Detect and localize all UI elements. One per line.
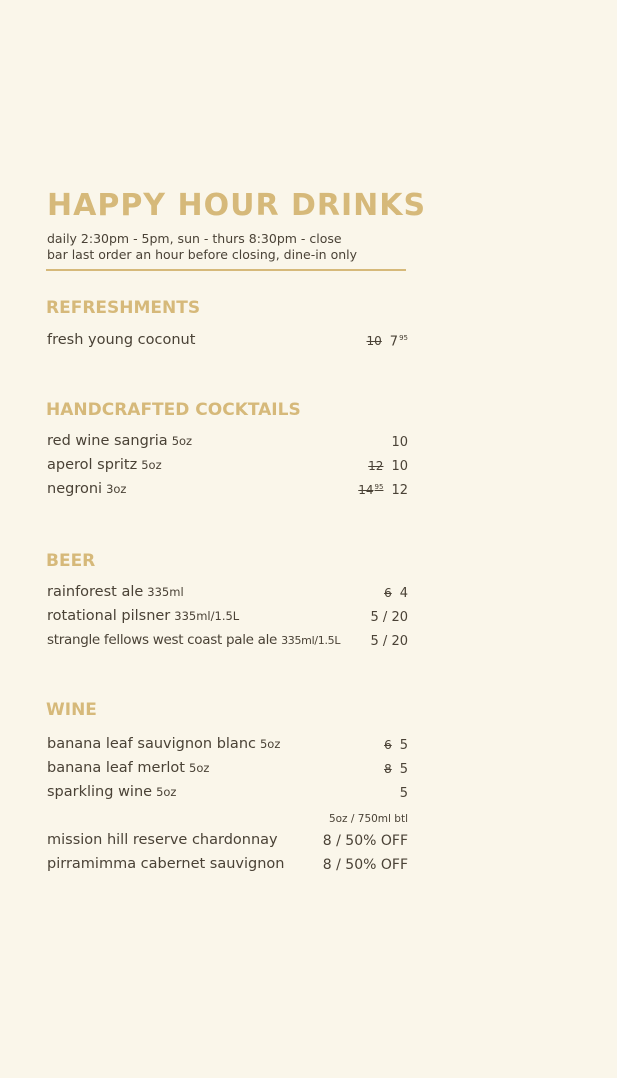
item-size: 5oz: [141, 458, 162, 472]
item-price: [384, 738, 408, 753]
happy-hour-price: 12: [391, 483, 408, 498]
ordering-note: bar last order an hour before closing, dine-in only: [47, 247, 358, 262]
menu-item: [47, 584, 408, 606]
happy-hour-price: 5: [399, 738, 408, 753]
menu-item: [47, 457, 408, 479]
happy-hour-price: 5: [399, 762, 408, 777]
bottle-size-note: 5oz / 750ml btl: [328, 813, 408, 825]
item-price: 8 / 50% OFF: [322, 833, 408, 849]
item-name: strangle fellows west coast pale ale 335ml/1.5L: [47, 632, 341, 648]
happy-hour-price: 4: [399, 586, 408, 601]
happy-hour-price: 5: [399, 786, 408, 801]
original-price: 6: [384, 586, 392, 600]
menu-item: [47, 332, 408, 354]
happy-hour-price: 5 / 20: [370, 610, 408, 625]
menu-item: [47, 608, 408, 630]
item-price: [367, 334, 408, 349]
item-size: 5oz: [259, 737, 281, 751]
happy-hour-price: 10: [391, 435, 408, 450]
item-name: negroni 3oz: [47, 481, 127, 497]
menu-item: [47, 481, 408, 503]
original-price: $14^{95}$: [358, 483, 384, 497]
section-heading-beer: BEER: [46, 551, 96, 571]
item-price: [358, 483, 408, 498]
item-price: 8 / 50% OFF: [322, 857, 408, 873]
item-name: red wine sangria 5oz: [47, 433, 193, 449]
item-name: aperol spritz 5oz: [47, 457, 162, 473]
item-size: 335ml/1.5L: [174, 609, 240, 623]
item-name: fresh young coconut: [47, 332, 196, 348]
menu-item: [47, 784, 408, 806]
happy-hour-price: 7: [389, 334, 399, 350]
page-title: HAPPY HOUR DRINKS: [47, 188, 427, 223]
section-heading-cocktails: HANDCRAFTED COCKTAILS: [46, 400, 301, 420]
item-size: 5oz: [156, 785, 177, 799]
item-name: banana leaf merlot 5oz: [47, 760, 210, 776]
menu-item: [47, 760, 408, 782]
price-cents: 95: [399, 334, 408, 342]
item-price: [368, 459, 408, 474]
original-price: 8: [384, 762, 392, 776]
item-name: rotational pilsner 335ml/1.5L: [47, 608, 240, 624]
item-name: pirramimma cabernet sauvignon: [47, 856, 285, 872]
item-name: mission hill reserve chardonnay: [47, 832, 278, 848]
item-price: [384, 586, 408, 601]
menu-item: [47, 856, 408, 878]
item-price: [384, 762, 408, 777]
header-divider: [46, 269, 406, 271]
menu-item: [47, 736, 408, 758]
menu-item: [47, 632, 408, 654]
item-size: 335ml: [147, 585, 184, 599]
original-price: 10: [366, 334, 382, 349]
item-size: 335ml/1.5L: [281, 634, 341, 647]
item-name: rainforest ale 335ml: [47, 584, 184, 600]
item-price: [391, 435, 408, 450]
hours-line: daily 2:30pm - 5pm, sun - thurs 8:30pm - close: [47, 231, 342, 246]
item-price: [371, 610, 408, 625]
menu-item: [47, 832, 408, 854]
item-price: [371, 634, 408, 649]
section-heading-wine: WINE: [46, 700, 97, 720]
item-price: [400, 786, 408, 801]
item-size: 5oz: [189, 761, 210, 775]
section-heading-refreshments: REFRESHMENTS: [46, 298, 201, 318]
menu-item: [47, 433, 408, 455]
item-size: 5oz: [171, 434, 193, 448]
original-price: 12: [368, 459, 384, 473]
happy-hour-price: 5 / 20: [370, 634, 408, 649]
item-name: banana leaf sauvignon blanc 5oz: [47, 736, 281, 752]
original-price: 6: [384, 738, 392, 752]
item-name: sparkling wine 5oz: [47, 784, 177, 800]
item-size: 3oz: [106, 482, 127, 496]
happy-hour-price: 10: [391, 459, 408, 474]
